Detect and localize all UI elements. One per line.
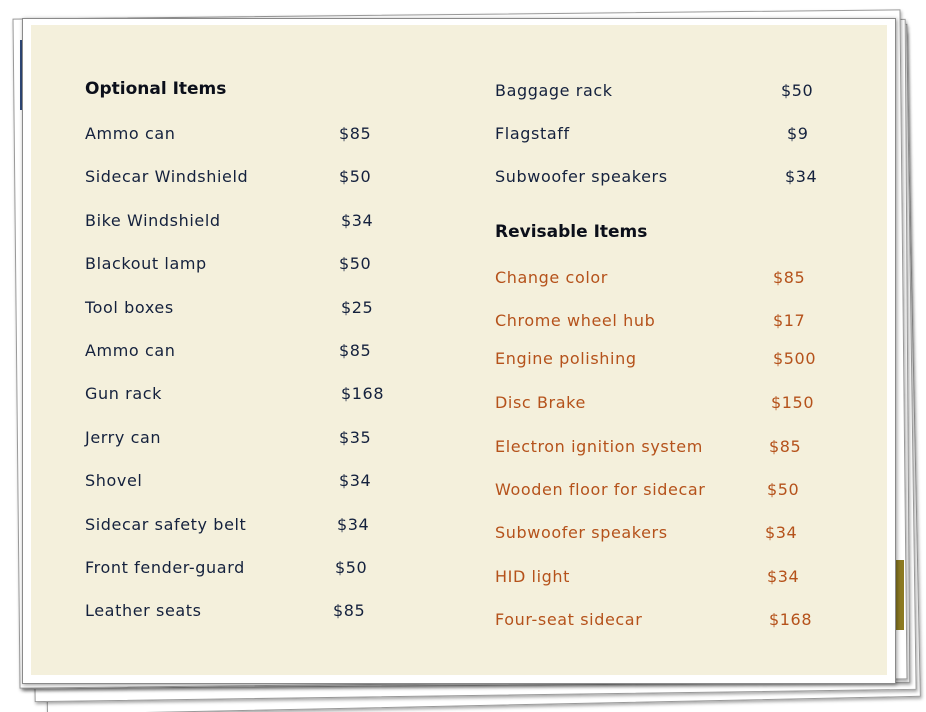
list-item bbox=[85, 428, 372, 447]
item-name: Jerry can bbox=[85, 428, 162, 447]
item-price: $50 bbox=[339, 167, 372, 186]
item-price: $34 bbox=[341, 211, 374, 230]
list-item bbox=[495, 567, 800, 586]
list-item bbox=[85, 471, 372, 490]
item-price: $85 bbox=[333, 601, 366, 620]
item-name: Flagstaff bbox=[495, 124, 570, 143]
item-price: $35 bbox=[339, 428, 372, 447]
item-price: $50 bbox=[781, 81, 814, 100]
list-item bbox=[85, 167, 372, 186]
item-price: $34 bbox=[765, 523, 798, 542]
front-sheet bbox=[22, 18, 896, 684]
item-name: Ammo can bbox=[85, 341, 176, 360]
item-name: HID light bbox=[495, 567, 571, 586]
list-item bbox=[495, 124, 809, 143]
item-price: $50 bbox=[339, 254, 372, 273]
item-price: $85 bbox=[339, 124, 372, 143]
list-item bbox=[85, 384, 385, 403]
list-item bbox=[85, 515, 370, 534]
item-price: $34 bbox=[339, 471, 372, 490]
item-price: $34 bbox=[767, 567, 800, 586]
item-price: $85 bbox=[769, 437, 802, 456]
item-price: $168 bbox=[769, 610, 813, 629]
list-item bbox=[495, 437, 802, 456]
item-name: Wooden floor for sidecar bbox=[495, 480, 706, 499]
item-name: Tool boxes bbox=[85, 298, 174, 317]
list-item bbox=[495, 393, 815, 412]
item-price: $50 bbox=[335, 558, 368, 577]
item-name: Electron ignition system bbox=[495, 437, 703, 456]
item-price: $34 bbox=[785, 167, 818, 186]
item-name: Bike Windshield bbox=[85, 211, 221, 230]
item-name: Shovel bbox=[85, 471, 143, 490]
item-price: $9 bbox=[787, 124, 809, 143]
list-item bbox=[495, 167, 818, 186]
list-item bbox=[495, 81, 814, 100]
item-name: Subwoofer speakers bbox=[495, 167, 668, 186]
item-name: Engine polishing bbox=[495, 349, 637, 368]
item-name: Leather seats bbox=[85, 601, 202, 620]
item-price: $85 bbox=[773, 268, 806, 287]
item-name: Sidecar safety belt bbox=[85, 515, 247, 534]
item-name: Disc Brake bbox=[495, 393, 586, 412]
item-price: $168 bbox=[341, 384, 385, 403]
item-price: $500 bbox=[773, 349, 817, 368]
item-name: Baggage rack bbox=[495, 81, 613, 100]
list-item bbox=[495, 610, 813, 629]
item-name: Gun rack bbox=[85, 384, 163, 403]
list-item bbox=[85, 124, 372, 143]
price-list-page bbox=[31, 25, 887, 675]
list-item bbox=[85, 298, 374, 317]
item-name: Blackout lamp bbox=[85, 254, 207, 273]
revisable-items-heading: Revisable Items bbox=[495, 222, 648, 242]
item-name: Change color bbox=[495, 268, 608, 287]
list-item bbox=[495, 268, 806, 287]
item-price: $17 bbox=[773, 311, 806, 330]
item-price: $85 bbox=[339, 341, 372, 360]
list-item bbox=[495, 480, 800, 499]
item-name: Front fender-guard bbox=[85, 558, 245, 577]
item-name: Four-seat sidecar bbox=[495, 610, 643, 629]
sheet-edge-accent bbox=[896, 560, 904, 630]
list-item bbox=[495, 349, 817, 368]
item-name: Chrome wheel hub bbox=[495, 311, 656, 330]
item-price: $25 bbox=[341, 298, 374, 317]
optional-items-heading: Optional Items bbox=[85, 79, 227, 99]
list-item bbox=[85, 211, 374, 230]
list-item bbox=[85, 601, 366, 620]
list-item bbox=[495, 311, 806, 330]
list-item bbox=[85, 558, 368, 577]
item-name: Subwoofer speakers bbox=[495, 523, 668, 542]
list-item bbox=[85, 341, 372, 360]
item-price: $34 bbox=[337, 515, 370, 534]
item-name: Sidecar Windshield bbox=[85, 167, 249, 186]
item-price: $150 bbox=[771, 393, 815, 412]
list-item bbox=[495, 523, 798, 542]
list-item bbox=[85, 254, 372, 273]
item-price: $50 bbox=[767, 480, 800, 499]
item-name: Ammo can bbox=[85, 124, 176, 143]
